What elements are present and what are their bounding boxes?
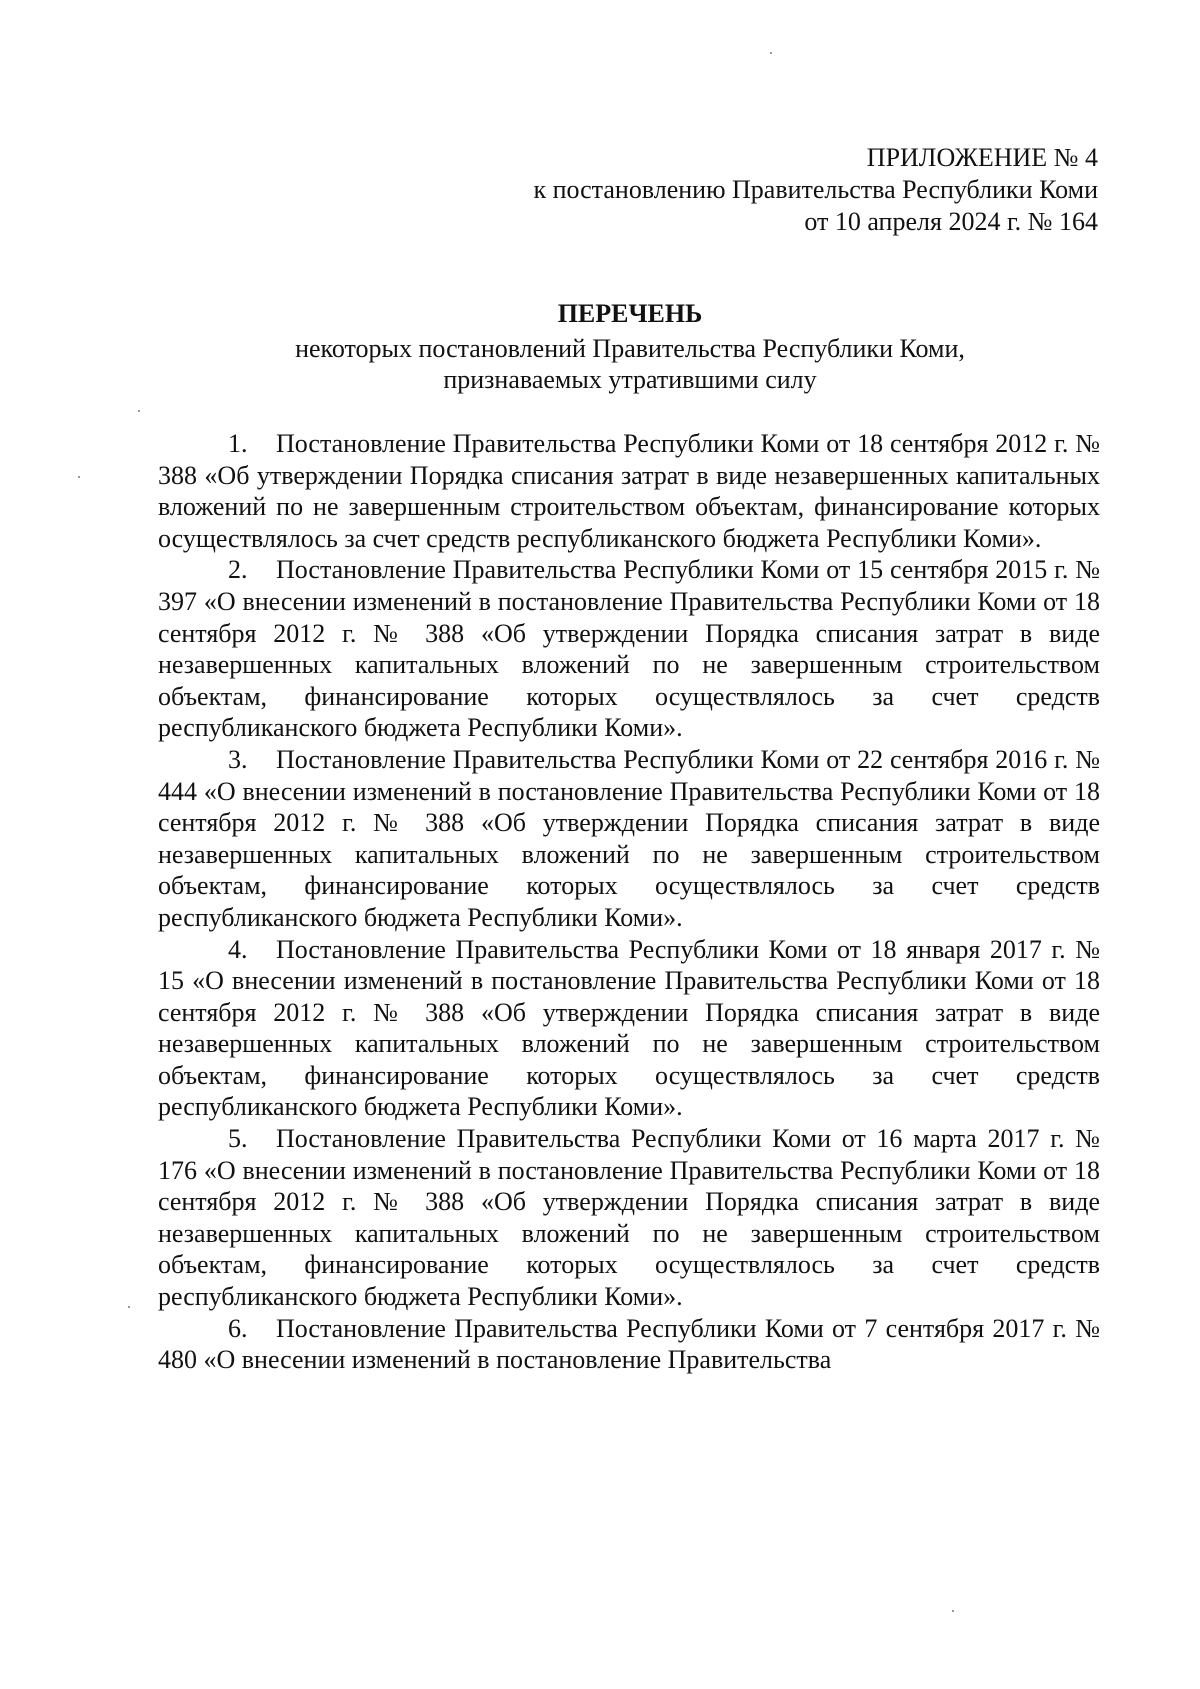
item-number: 4. — [228, 934, 248, 964]
scan-speck — [78, 476, 80, 478]
appendix-reference: к постановлению Правительства Республики Коми — [533, 175, 1098, 204]
item-number: 6. — [228, 1313, 248, 1343]
title-subtitle-line-2: признаваемых утратившими силу — [443, 365, 817, 394]
list-item — [158, 1123, 1100, 1313]
list-item — [158, 428, 1100, 554]
item-number: 1. — [228, 429, 248, 458]
scan-speck — [138, 410, 140, 412]
appendix-date: от 10 апреля 2024 г. № 164 — [804, 207, 1098, 236]
item-text: Постановление Правительства Республики Коми от 7 сентября 2017 г. № 480 «О внесении изменений в постановление Правительства — [158, 1313, 1100, 1375]
title-heading: ПЕРЕЧЕНЬ — [557, 299, 703, 328]
list-item — [158, 744, 1100, 934]
list-item — [158, 554, 1100, 744]
appendix-header — [533, 142, 1098, 238]
item-number: 5. — [228, 1124, 248, 1154]
item-text: Постановление Правительства Республики Коми от 22 сентября 2016 г. № 444 «О внесении изменений в постановление Правительства Республики Коми от 18 сентября 2012 г. № 388 «Об утверждении Порядка списания затрат в виде незавершенных капитальных вложений по не завершенным строительством объектам, финансирование которых осуществлялось за счет средств республиканского бюджета Республики Коми». — [158, 744, 1100, 932]
appendix-number: ПРИЛОЖЕНИЕ № 4 — [866, 143, 1098, 172]
title-subtitle-line-1: некоторых постановлений Правительства Республики Коми, — [295, 334, 965, 363]
scan-speck — [128, 1306, 130, 1308]
list-of-resolutions — [158, 428, 1100, 1376]
scan-speck — [952, 1610, 954, 1612]
list-item — [158, 1313, 1100, 1376]
item-text: Постановление Правительства Республики Коми от 15 сентября 2015 г. № 397 «О внесении изменений в постановление Правительства Республики Коми от 18 сентября 2012 г. № 388 «Об утверждении Порядка списания затрат в виде незавершенных капитальных вложений по не завершенным строительством объектам, финансирование которых осуществлялось за счет средств республиканского бюджета Республики Коми». — [158, 555, 1100, 743]
item-text: Постановление Правительства Республики Коми от 18 сентября 2012 г. № 388 «Об утверждении Порядка списания затрат в виде незавершенных капитальных вложений по не завершенным строительством объектам, финансирование которых осуществлялось за счет средств республиканского бюджета Республики Коми». — [158, 429, 1100, 553]
item-text: Постановление Правительства Республики Коми от 18 января 2017 г. № 15 «О внесении изменений в постановление Правительства Республики Коми от 18 сентября 2012 г. № 388 «Об утверждении Порядка списания затрат в виде незавершенных капитальных вложений по не завершенным строительством объектам, финансирование которых осуществлялось за счет средств республиканского бюджета Республики Коми». — [158, 934, 1100, 1122]
scan-speck — [770, 52, 772, 54]
item-number: 3. — [228, 744, 248, 774]
list-item — [158, 934, 1100, 1124]
item-text: Постановление Правительства Республики Коми от 16 марта 2017 г. № 176 «О внесении изменений в постановление Правительства Республики Коми от 18 сентября 2012 г. № 388 «Об утверждении Порядка списания затрат в виде незавершенных капитальных вложений по не завершенным строительством объектам, финансирование которых осуществлялось за счет средств республиканского бюджета Республики Коми». — [158, 1124, 1100, 1312]
item-number: 2. — [228, 555, 248, 585]
document-title — [160, 298, 1100, 395]
